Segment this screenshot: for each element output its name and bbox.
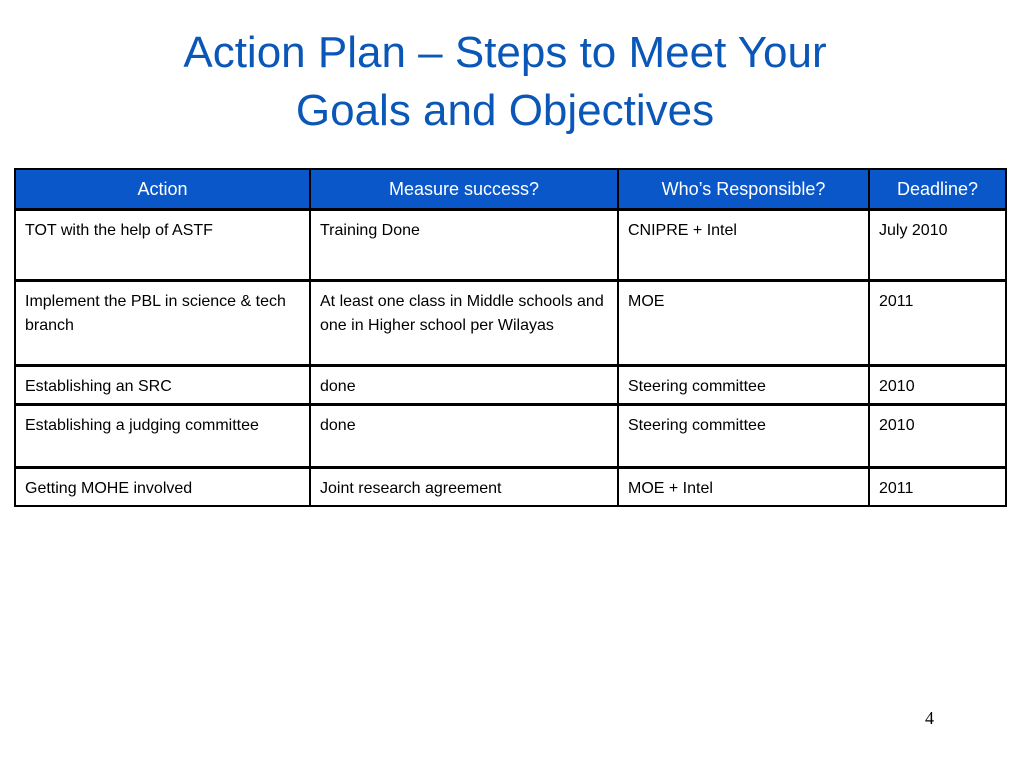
table-row xyxy=(15,281,1006,366)
table-row xyxy=(15,405,1006,468)
header-measure-success: Measure success? xyxy=(310,169,618,210)
cell-measure: done xyxy=(310,405,618,468)
cell-deadline: 2011 xyxy=(869,468,1006,507)
cell-deadline: 2011 xyxy=(869,281,1006,366)
cell-action: Getting MOHE involved xyxy=(15,468,310,507)
cell-action: TOT with the help of ASTF xyxy=(15,210,310,281)
header-responsible: Who’s Responsible? xyxy=(618,169,869,210)
table-row xyxy=(15,210,1006,281)
cell-responsible: MOE xyxy=(618,281,869,366)
cell-measure: At least one class in Middle schools and one in Higher school per Wilayas xyxy=(310,281,618,366)
slide-title-line-2: Goals and Objectives xyxy=(295,86,715,135)
table-header-row xyxy=(15,169,1006,210)
slide-title xyxy=(0,24,1010,140)
page-number: 4 xyxy=(925,708,934,728)
cell-measure: done xyxy=(310,366,618,405)
header-action: Action xyxy=(15,169,310,210)
action-plan-table xyxy=(14,168,1007,507)
cell-responsible: MOE + Intel xyxy=(618,468,869,507)
header-deadline: Deadline? xyxy=(869,169,1006,210)
cell-deadline: 2010 xyxy=(869,366,1006,405)
cell-deadline: 2010 xyxy=(869,405,1006,468)
slide-title-line-1: Action Plan – Steps to Meet Your xyxy=(183,28,827,77)
cell-action: Establishing an SRC xyxy=(15,366,310,405)
cell-action: Implement the PBL in science & tech branch xyxy=(15,281,310,366)
cell-responsible: Steering committee xyxy=(618,366,869,405)
cell-measure: Joint research agreement xyxy=(310,468,618,507)
table-row xyxy=(15,366,1006,405)
cell-measure: Training Done xyxy=(310,210,618,281)
cell-responsible: Steering committee xyxy=(618,405,869,468)
cell-action: Establishing a judging committee xyxy=(15,405,310,468)
cell-deadline: July 2010 xyxy=(869,210,1006,281)
table-row xyxy=(15,468,1006,507)
cell-responsible: CNIPRE + Intel xyxy=(618,210,869,281)
